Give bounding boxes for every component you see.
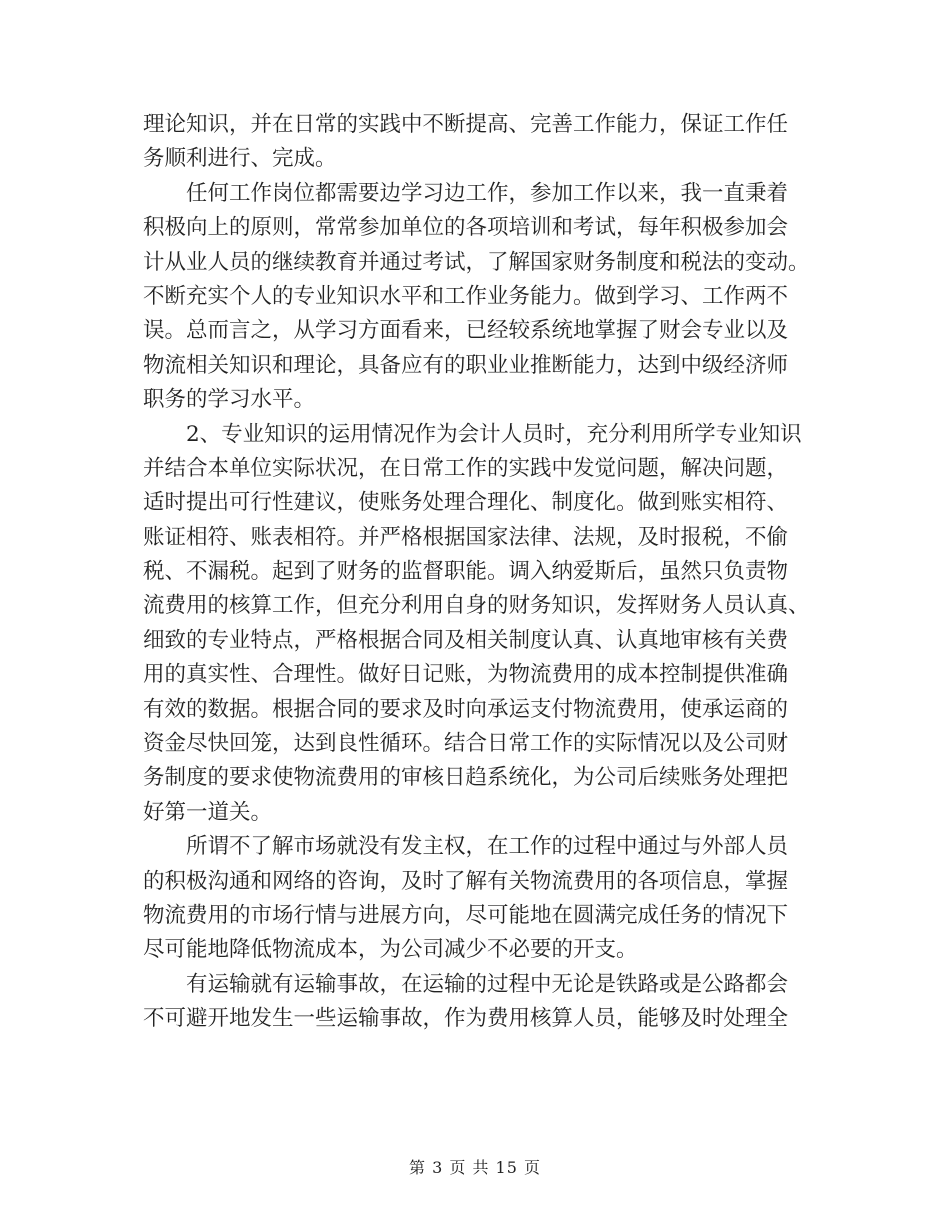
text-line: 好第一道关。 [143, 799, 273, 825]
text-line: 的积极沟通和网络的咨询，及时了解有关物流费用的各项信息，掌握 [143, 868, 789, 894]
text-line: 尽可能地降低物流成本，为公司减少不必要的开支。 [143, 937, 638, 963]
text-line: 任何工作岗位都需要边学习边工作，参加工作以来，我一直秉着 [186, 180, 789, 206]
paragraph-4 [143, 830, 808, 968]
text-line: 流费用的核算工作，但充分利用自身的财务知识，发挥财务人员认真、 [143, 593, 810, 619]
text-line: 适时提出可行性建议，使账务处理合理化、制度化。做到账实相符、 [143, 490, 789, 516]
text-line: 务顺利进行、完成。 [143, 146, 337, 172]
text-line: 务制度的要求使物流费用的审核日趋系统化，为公司后续账务处理把 [143, 765, 789, 791]
text-line: 不可避开地发生一些运输事故，作为费用核算人员，能够及时处理全 [143, 1006, 789, 1032]
text-line: 职务的学习水平。 [143, 387, 316, 413]
text-line: 物流费用的市场行情与进展方向，尽可能地在圆满完成任务的情况下 [143, 902, 789, 928]
text-line: 2、专业知识的运用情况作为会计人员时，充分利用所学专业知识 [186, 421, 802, 447]
text-line: 理论知识，并在日常的实践中不断提高、完善工作能力，保证工作任 [143, 112, 789, 137]
text-line: 资金尽快回笼，达到良性循环。结合日常工作的实际情况以及公司财 [143, 731, 789, 757]
paragraph-2 [143, 177, 808, 418]
text-line: 物流相关知识和理论，具备应有的职业业推断能力，达到中级经济师 [143, 352, 789, 378]
document-body [143, 108, 808, 1037]
text-line: 不断充实个人的专业知识水平和工作业务能力。做到学习、工作两不 [143, 283, 789, 309]
text-line: 有运输就有运输事故，在运输的过程中无论是铁路或是公路都会 [186, 971, 789, 997]
text-line: 积极向上的原则，常常参加单位的各项培训和考试，每年积极参加会 [143, 215, 789, 241]
paragraph-1 [143, 108, 808, 177]
paragraph-5 [143, 968, 808, 1037]
paragraph-3 [143, 418, 808, 831]
text-line: 计从业人员的继续教育并通过考试，了解国家财务制度和税法的变动。 [143, 249, 810, 275]
text-line: 细致的专业特点，严格根据合同及相关制度认真、认真地审核有关费 [143, 627, 789, 653]
text-line: 所谓不了解市场就没有发主权，在工作的过程中通过与外部人员 [186, 834, 789, 860]
text-line: 有效的数据。根据合同的要求及时向承运支付物流费用，使承运商的 [143, 696, 789, 722]
text-line: 误。总而言之，从学习方面看来，已经较系统地掌握了财会专业以及 [143, 318, 789, 344]
text-line: 并结合本单位实际状况，在日常工作的实践中发觉问题，解决问题， [143, 455, 789, 481]
text-line: 用的真实性、合理性。做好日记账，为物流费用的成本控制提供准确 [143, 662, 789, 688]
text-line: 账证相符、账表相符。并严格根据国家法律、法规，及时报税，不偷 [143, 524, 789, 550]
text-line: 税、不漏税。起到了财务的监督职能。调入纳爱斯后，虽然只负责物 [143, 559, 789, 585]
page-number: 第 3 页 共 15 页 [409, 1158, 541, 1177]
